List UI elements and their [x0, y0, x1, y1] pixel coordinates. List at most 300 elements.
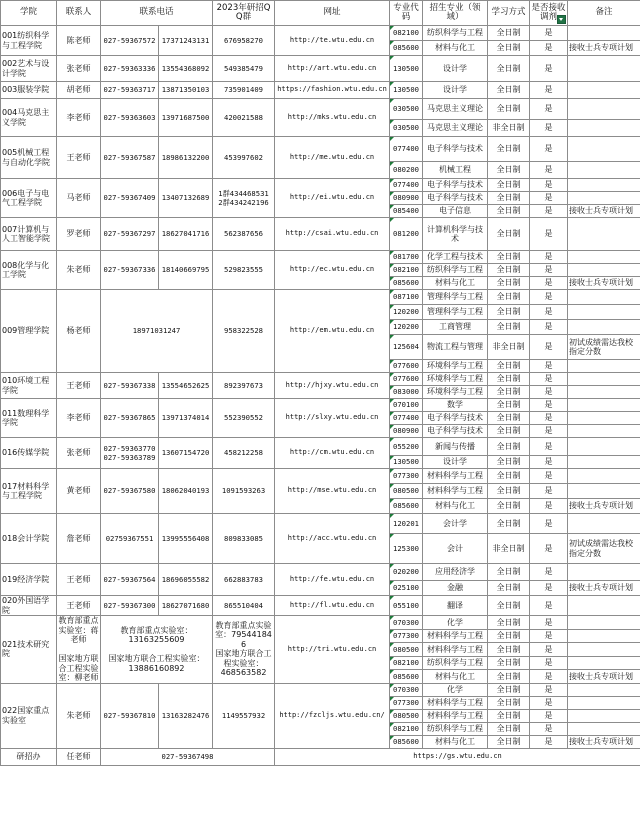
- table-cell: 环境科学与工程: [423, 360, 488, 373]
- table-cell: 全日制: [488, 670, 530, 684]
- header-website: 网址: [275, 1, 390, 26]
- table-cell: 应用经济学: [423, 564, 488, 581]
- table-cell: 130500: [390, 456, 423, 469]
- table-cell: 080900: [390, 192, 423, 205]
- table-cell: 接收士兵专项计划: [568, 41, 640, 56]
- table-cell: 13554368092: [159, 56, 213, 82]
- table-cell: 027-59367587: [101, 137, 159, 179]
- table-cell: [568, 320, 640, 335]
- table-cell: 027-59367580: [101, 469, 159, 514]
- table-cell: http://ei.wtu.edu.cn: [275, 179, 390, 218]
- table-cell: 物流工程与管理: [423, 335, 488, 360]
- table-row: [1, 137, 640, 162]
- table-cell: 非全日制: [488, 534, 530, 564]
- table-cell: 材料科学与工程: [423, 484, 488, 499]
- table-cell: 080200: [390, 162, 423, 179]
- table-cell: 020外国语学院: [1, 596, 57, 616]
- table-cell: [568, 484, 640, 499]
- table-cell: [568, 596, 640, 616]
- table-cell: 全日制: [488, 656, 530, 670]
- table-cell: 管理科学与工程: [423, 290, 488, 305]
- table-row: [1, 564, 640, 581]
- table-cell: 马克思主义理论: [423, 120, 488, 137]
- table-cell: 077600: [390, 360, 423, 373]
- table-cell: 453997602: [213, 137, 275, 179]
- table-cell: [568, 425, 640, 438]
- table-cell: 080900: [390, 425, 423, 438]
- table-cell: 是: [530, 643, 568, 657]
- table-cell: 全日制: [488, 360, 530, 373]
- table-cell: 是: [530, 264, 568, 277]
- table-cell: [568, 438, 640, 456]
- table-cell: 529823555: [213, 251, 275, 290]
- table-cell: 纺织科学与工程: [423, 264, 488, 277]
- table-cell: 材料科学与工程: [423, 643, 488, 657]
- table-cell: 环境科学与工程: [423, 373, 488, 386]
- table-cell: 735901409: [213, 82, 275, 99]
- table-cell: https://fashion.wtu.edu.cn: [275, 82, 390, 99]
- table-cell: 是: [530, 360, 568, 373]
- table-cell: 初试成绩需达我校指定分数: [568, 534, 640, 564]
- table-cell: 027-59367810: [101, 683, 159, 748]
- table-cell: 是: [530, 26, 568, 41]
- table-cell: 662883783: [213, 564, 275, 596]
- table-cell: [568, 82, 640, 99]
- table-cell: 008化学与化工学院: [1, 251, 57, 290]
- table-cell: 接收士兵专项计划: [568, 499, 640, 514]
- table-cell: 080500: [390, 484, 423, 499]
- table-cell: 是: [530, 373, 568, 386]
- table-cell: 085600: [390, 41, 423, 56]
- table-cell: 是: [530, 564, 568, 581]
- table-cell: 全日制: [488, 683, 530, 696]
- table-cell: 全日制: [488, 137, 530, 162]
- table-cell: 计算机科学与技术: [423, 218, 488, 251]
- table-cell: 材料与化工: [423, 41, 488, 56]
- table-cell: 是: [530, 709, 568, 722]
- table-cell: [568, 656, 640, 670]
- table-row: [1, 82, 640, 99]
- table-cell: 电子科学与技术: [423, 425, 488, 438]
- table-cell: 是: [530, 137, 568, 162]
- table-cell: 接收士兵专项计划: [568, 581, 640, 596]
- table-cell: [568, 616, 640, 630]
- table-cell: 王老师: [57, 564, 101, 596]
- table-cell: 全日制: [488, 722, 530, 735]
- table-cell: [568, 564, 640, 581]
- table-cell: 18140669795: [159, 251, 213, 290]
- table-cell: 全日制: [488, 205, 530, 218]
- table-cell: 是: [530, 534, 568, 564]
- table-cell: 管理科学与工程: [423, 305, 488, 320]
- table-cell: 077400: [390, 137, 423, 162]
- table-cell: 1091593263: [213, 469, 275, 514]
- table-cell: 027-59367409: [101, 179, 159, 218]
- table-cell: [568, 386, 640, 399]
- table-cell: http://art.wtu.edu.cn: [275, 56, 390, 82]
- table-cell: 130500: [390, 82, 423, 99]
- table-cell: 080500: [390, 643, 423, 657]
- table-cell: 朱老师: [57, 251, 101, 290]
- table-cell: 017材料科学与工程学院: [1, 469, 57, 514]
- table-cell: 黄老师: [57, 469, 101, 514]
- header-study-mode: 学习方式: [488, 1, 530, 26]
- table-cell: 077400: [390, 179, 423, 192]
- table-cell: http://ec.wtu.edu.cn: [275, 251, 390, 290]
- table-cell: 材料与化工: [423, 735, 488, 748]
- table-cell: http://me.wtu.edu.cn: [275, 137, 390, 179]
- table-cell: 接收士兵专项计划: [568, 735, 640, 748]
- table-row: [1, 290, 640, 305]
- table-row: [1, 56, 640, 82]
- table-cell: 全日制: [488, 290, 530, 305]
- table-cell: 082100: [390, 264, 423, 277]
- table-cell: 13163282476: [159, 683, 213, 748]
- table-cell: 是: [530, 425, 568, 438]
- table-cell: 全日制: [488, 438, 530, 456]
- table-cell: 是: [530, 683, 568, 696]
- table-cell: [568, 251, 640, 264]
- table-cell: 教育部重点实验室： 13163255609 国家地方联合工程实验室： 13886160892: [101, 616, 213, 684]
- table-cell: 全日制: [488, 264, 530, 277]
- table-cell: 是: [530, 514, 568, 534]
- table-cell: 罗老师: [57, 218, 101, 251]
- table-cell: 13995556408: [159, 514, 213, 564]
- table-cell: 全日制: [488, 469, 530, 484]
- table-row: [1, 251, 640, 264]
- table-cell: 081200: [390, 218, 423, 251]
- table-cell: 数学: [423, 399, 488, 412]
- table-cell: [568, 709, 640, 722]
- table-cell: 是: [530, 616, 568, 630]
- table-cell: 027-59363717: [101, 82, 159, 99]
- table-cell: 全日制: [488, 456, 530, 469]
- table-cell: 金融: [423, 581, 488, 596]
- table-row: [1, 748, 640, 765]
- table-cell: 电子科学与技术: [423, 179, 488, 192]
- table-cell: 非全日制: [488, 335, 530, 360]
- table-cell: 全日制: [488, 192, 530, 205]
- table-cell: 125300: [390, 534, 423, 564]
- table-cell: 全日制: [488, 412, 530, 425]
- table-cell: [568, 514, 640, 534]
- table-cell: [568, 469, 640, 484]
- table-cell: 083000: [390, 386, 423, 399]
- table-cell: 027-59367338: [101, 373, 159, 399]
- table-row: [1, 218, 640, 251]
- table-cell: 011数理科学学院: [1, 399, 57, 438]
- table-cell: [568, 26, 640, 41]
- table-cell: [568, 99, 640, 120]
- table-cell: 027-59367572: [101, 26, 159, 56]
- table-cell: 是: [530, 412, 568, 425]
- table-cell: 13407132689: [159, 179, 213, 218]
- table-cell: 研招办: [1, 748, 57, 765]
- table-cell: 全日制: [488, 596, 530, 616]
- table-cell: 027-59367564: [101, 564, 159, 596]
- table-cell: 初试成绩需达我校指定分数: [568, 335, 640, 360]
- table-cell: 865510404: [213, 596, 275, 616]
- table-cell: 18062040193: [159, 469, 213, 514]
- table-cell: http://acc.wtu.edu.cn: [275, 514, 390, 564]
- table-cell: [568, 120, 640, 137]
- table-cell: 纺织科学与工程: [423, 722, 488, 735]
- table-cell: 027-59363603: [101, 99, 159, 137]
- table-cell: 设计学: [423, 56, 488, 82]
- table-row: [1, 373, 640, 386]
- table-cell: 070300: [390, 683, 423, 696]
- table-cell: [568, 373, 640, 386]
- table-cell: 全日制: [488, 696, 530, 709]
- table-cell: 材料与化工: [423, 670, 488, 684]
- table-cell: [568, 218, 640, 251]
- filter-dropdown-icon[interactable]: [557, 15, 566, 24]
- table-row: [1, 514, 640, 534]
- table-cell: 全日制: [488, 484, 530, 499]
- table-cell: 055200: [390, 438, 423, 456]
- table-cell: 全日制: [488, 320, 530, 335]
- table-cell: 是: [530, 335, 568, 360]
- table-cell: 教育部重点实验室：蒋老师 国家地方联合工程实验室：柳老师: [58, 616, 99, 682]
- header-qq-group: 2023年研招QQ群: [213, 1, 275, 26]
- table-cell: 接收士兵专项计划: [568, 205, 640, 218]
- table-cell: 070300: [390, 616, 423, 630]
- table-cell: http://fl.wtu.edu.cn: [275, 596, 390, 616]
- table-cell: [568, 360, 640, 373]
- table-cell: 是: [530, 696, 568, 709]
- table-cell: 是: [530, 722, 568, 735]
- table-cell: 设计学: [423, 82, 488, 99]
- table-cell: 张老师: [57, 438, 101, 469]
- table-cell: 全日制: [488, 162, 530, 179]
- table-cell: [568, 683, 640, 696]
- table-cell: 549385479: [213, 56, 275, 82]
- table-cell: 458212258: [213, 438, 275, 469]
- table-cell: 全日制: [488, 386, 530, 399]
- table-cell: 17371243131: [159, 26, 213, 56]
- table-cell: 全日制: [488, 277, 530, 290]
- table-cell: 077300: [390, 469, 423, 484]
- table-cell: 化学: [423, 616, 488, 630]
- table-cell: 016传媒学院: [1, 438, 57, 469]
- table-cell: 010环境工程学院: [1, 373, 57, 399]
- table-cell: 是: [530, 670, 568, 684]
- table-cell: 是: [530, 99, 568, 120]
- table-cell: 会计: [423, 534, 488, 564]
- table-cell: [568, 412, 640, 425]
- header-contact: 联系人: [57, 1, 101, 26]
- table-cell: 王老师: [57, 373, 101, 399]
- table-cell: http://csai.wtu.edu.cn: [275, 218, 390, 251]
- table-row: [1, 438, 640, 456]
- table-cell: 化学: [423, 683, 488, 696]
- table-cell: 是: [530, 629, 568, 643]
- table-cell: 007计算机与人工智能学院: [1, 218, 57, 251]
- table-cell: 接收士兵专项计划: [568, 277, 640, 290]
- table-cell: 003服装学院: [1, 82, 57, 99]
- table-cell: 非全日制: [488, 120, 530, 137]
- header-adjustment: [530, 1, 568, 26]
- table-cell: 材料科学与工程: [423, 709, 488, 722]
- table-cell: 085600: [390, 277, 423, 290]
- table-cell: 任老师: [57, 748, 101, 765]
- table-cell: 087100: [390, 290, 423, 305]
- table-row: [1, 26, 640, 41]
- table-cell: 070100: [390, 399, 423, 412]
- table-cell: 027-59363336: [101, 56, 159, 82]
- table-cell: 1149557932: [213, 683, 275, 748]
- table-cell: 001纺织科学与工程学院: [1, 26, 57, 56]
- table-cell: 全日制: [488, 179, 530, 192]
- table-cell: 958322528: [213, 290, 275, 373]
- table-cell: 055100: [390, 596, 423, 616]
- table-cell: 是: [530, 120, 568, 137]
- table-cell: 18986132200: [159, 137, 213, 179]
- table-cell: 材料科学与工程: [423, 696, 488, 709]
- table-cell: 120201: [390, 514, 423, 534]
- table-cell: https://gs.wtu.edu.cn: [275, 748, 640, 765]
- table-cell: 是: [530, 251, 568, 264]
- table-cell: 全日制: [488, 305, 530, 320]
- table-cell: 是: [530, 656, 568, 670]
- table-cell: [568, 696, 640, 709]
- table-cell: 是: [530, 192, 568, 205]
- table-cell: 120200: [390, 305, 423, 320]
- table-cell: 是: [530, 179, 568, 192]
- table-cell: 是: [530, 438, 568, 456]
- table-cell: 是: [530, 596, 568, 616]
- table-cell: 电子科学与技术: [423, 412, 488, 425]
- table-cell: 13871350103: [159, 82, 213, 99]
- table-cell: 纺织科学与工程: [423, 656, 488, 670]
- table-body: [1, 26, 640, 766]
- table-cell: 全日制: [488, 99, 530, 120]
- table-cell: 是: [530, 484, 568, 499]
- table-cell: 077300: [390, 629, 423, 643]
- table-cell: 是: [530, 735, 568, 748]
- table-cell: http://fzcljs.wtu.edu.cn/: [275, 683, 390, 748]
- table-cell: 全日制: [488, 26, 530, 41]
- table-cell: 027-59367498: [101, 748, 275, 765]
- table-cell: 是: [530, 82, 568, 99]
- table-cell: 080500: [390, 709, 423, 722]
- header-phone: 联系电话: [101, 1, 213, 26]
- table-cell: 张老师: [57, 56, 101, 82]
- table-cell: 翻译: [423, 596, 488, 616]
- table-cell: 025100: [390, 581, 423, 596]
- table-cell: 020200: [390, 564, 423, 581]
- table-cell: 马老师: [57, 179, 101, 218]
- table-cell: 全日制: [488, 41, 530, 56]
- table-cell: 纺织科学与工程: [423, 26, 488, 41]
- table-cell: 全日制: [488, 581, 530, 596]
- table-row: [1, 99, 640, 120]
- table-cell: http://em.wtu.edu.cn: [275, 290, 390, 373]
- table-cell: 全日制: [488, 251, 530, 264]
- table-cell: 006电子与电气工程学院: [1, 179, 57, 218]
- table-cell: 027-59367865: [101, 399, 159, 438]
- table-cell: 125604: [390, 335, 423, 360]
- table-cell: 教育部重点实验室：795441846 国家地方联合工程实验室： 468563582: [213, 616, 275, 684]
- table-cell: 全日制: [488, 735, 530, 748]
- table-cell: 是: [530, 320, 568, 335]
- table-cell: 027-59367297: [101, 218, 159, 251]
- table-cell: 022国家重点实验室: [1, 683, 57, 748]
- table-cell: 是: [530, 499, 568, 514]
- table-cell: 030500: [390, 120, 423, 137]
- table-row: [1, 399, 640, 412]
- table-cell: 全日制: [488, 709, 530, 722]
- table-cell: http://mks.wtu.edu.cn: [275, 99, 390, 137]
- table-cell: [568, 162, 640, 179]
- table-cell: 005机械工程与自动化学院: [1, 137, 57, 179]
- table-cell: 是: [530, 162, 568, 179]
- table-cell: 全日制: [488, 616, 530, 630]
- table-row: [1, 596, 640, 616]
- table-cell: 詹老师: [57, 514, 101, 564]
- table-cell: 王老师: [57, 137, 101, 179]
- table-cell: 是: [530, 41, 568, 56]
- table-cell: 是: [530, 290, 568, 305]
- table-cell: 全日制: [488, 56, 530, 82]
- table-cell: 材料科学与工程: [423, 629, 488, 643]
- table-cell: 13554652625: [159, 373, 213, 399]
- table-cell: 18696055582: [159, 564, 213, 596]
- table-cell: 13971687500: [159, 99, 213, 137]
- table-cell: 676958270: [213, 26, 275, 56]
- table-cell: http://fe.wtu.edu.cn: [275, 564, 390, 596]
- table-cell: 077400: [390, 412, 423, 425]
- table-cell: 085400: [390, 205, 423, 218]
- table-cell: 环境科学与工程: [423, 386, 488, 399]
- table-cell: 会计学: [423, 514, 488, 534]
- table-cell: 李老师: [57, 99, 101, 137]
- table-cell: 马克思主义理论: [423, 99, 488, 120]
- table-cell: 077600: [390, 373, 423, 386]
- table-cell: 009管理学院: [1, 290, 57, 373]
- table-row: [1, 179, 640, 192]
- table-cell: 13971374014: [159, 399, 213, 438]
- table-cell: 018会计学院: [1, 514, 57, 564]
- table-cell: 全日制: [488, 425, 530, 438]
- table-cell: [568, 629, 640, 643]
- table-cell: [568, 137, 640, 162]
- table-cell: 材料与化工: [423, 277, 488, 290]
- table-cell: 021技术研究院: [1, 616, 57, 684]
- table-cell: 电子信息: [423, 205, 488, 218]
- table-cell: 081700: [390, 251, 423, 264]
- table-cell: 130500: [390, 56, 423, 82]
- table-cell: 全日制: [488, 399, 530, 412]
- table-cell: 全日制: [488, 629, 530, 643]
- table-cell: 420021588: [213, 99, 275, 137]
- table-row: [1, 616, 640, 630]
- table-cell: 设计学: [423, 456, 488, 469]
- table-cell: 120200: [390, 320, 423, 335]
- table-cell: 027-59363770 027-59363789: [101, 438, 159, 469]
- table-cell: 是: [530, 277, 568, 290]
- table-cell: [568, 56, 640, 82]
- table-cell: 是: [530, 469, 568, 484]
- table-cell: 18627041716: [159, 218, 213, 251]
- table-cell: 030500: [390, 99, 423, 120]
- table-cell: 18971031247: [101, 290, 213, 373]
- table-cell: 082100: [390, 26, 423, 41]
- table-cell: 是: [530, 456, 568, 469]
- table-cell: 是: [530, 56, 568, 82]
- table-cell: 是: [530, 305, 568, 320]
- table-cell: [568, 399, 640, 412]
